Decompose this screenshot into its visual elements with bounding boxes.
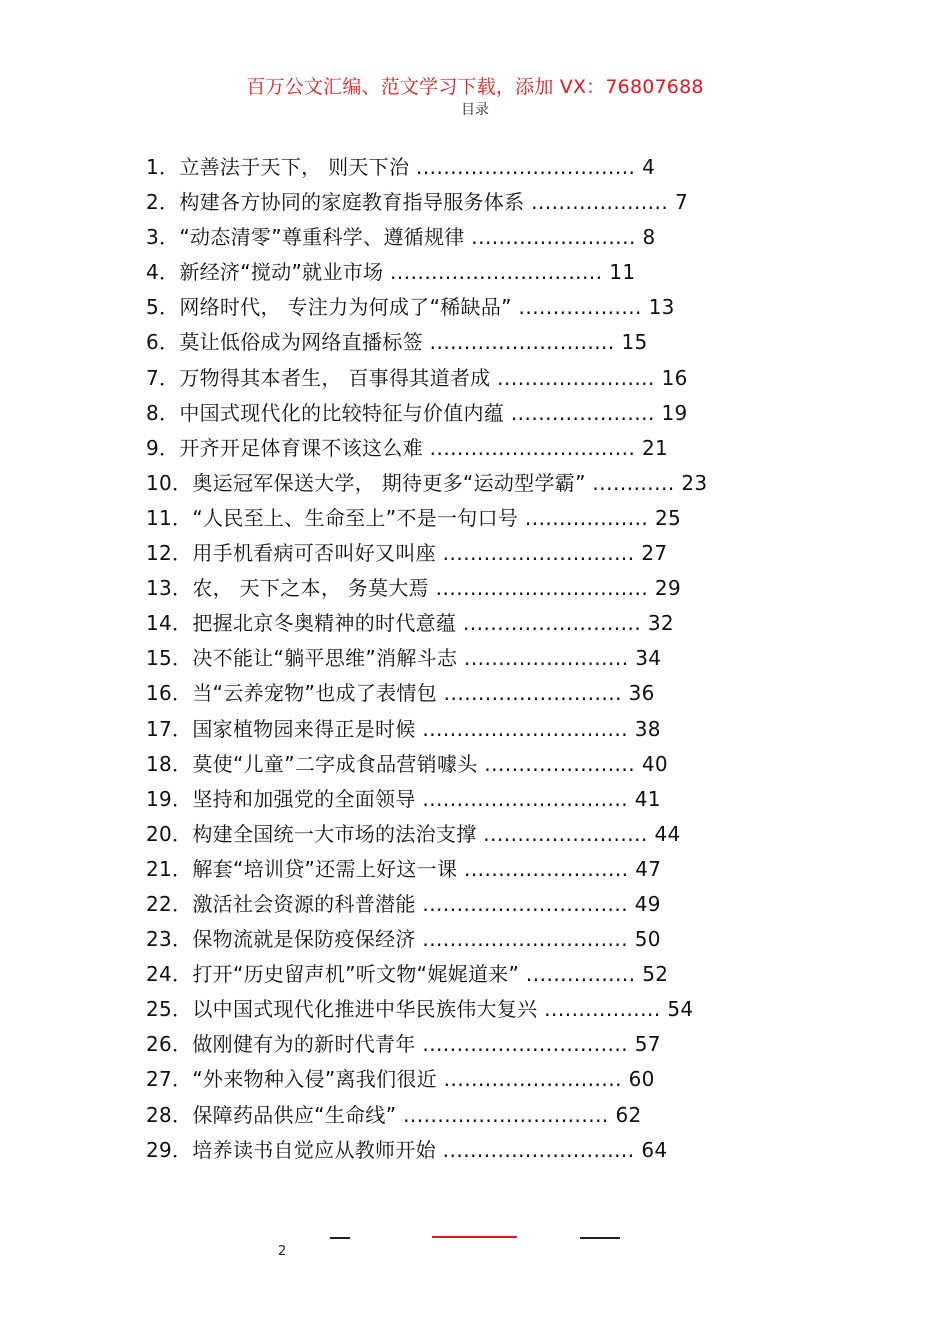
toc-entry-title: 激活社会资源的科普潜能 bbox=[192, 891, 416, 916]
toc-entry-dots: ....................... bbox=[497, 365, 655, 390]
toc-entry-page: 23 bbox=[681, 470, 708, 495]
toc-entry-dots: .............................. bbox=[422, 1032, 629, 1057]
toc-entry[interactable] bbox=[146, 290, 826, 325]
toc-entry-title: “人民至上、生命至上”不是一句口号 bbox=[192, 505, 519, 530]
toc-entry-number: 26． bbox=[146, 1032, 193, 1057]
toc-entry-page: 54 bbox=[667, 997, 694, 1022]
toc-entry-number: 5． bbox=[146, 295, 180, 320]
toc-entry-dots: ................. bbox=[544, 997, 661, 1022]
toc-entry-title: 中国式现代化的比较特征与价值内蕴 bbox=[179, 400, 505, 425]
toc-entry-dots: .......................... bbox=[443, 681, 622, 706]
toc-entry-number: 4． bbox=[146, 260, 180, 285]
toc-entry-dots: ........................ bbox=[483, 821, 648, 846]
page-number: 2 bbox=[278, 1244, 287, 1259]
toc-entry-page: 38 bbox=[634, 716, 661, 741]
toc-entry[interactable] bbox=[146, 817, 826, 852]
toc-entry-page: 50 bbox=[634, 927, 661, 952]
toc-entry-title: 坚持和加强党的全面领导 bbox=[192, 786, 416, 811]
toc-title: 目录 bbox=[461, 102, 489, 118]
toc-entry-number: 21． bbox=[146, 856, 193, 881]
toc-entry[interactable] bbox=[146, 1027, 826, 1062]
toc-entry-dots: ................................ bbox=[415, 155, 636, 179]
toc-entry-page: 40 bbox=[641, 751, 668, 776]
toc-entry-dots: ........................ bbox=[471, 225, 636, 250]
toc-entry-number: 29． bbox=[146, 1137, 193, 1162]
toc-entry[interactable] bbox=[146, 536, 826, 571]
toc-entry[interactable] bbox=[146, 747, 826, 782]
toc-entry-title: 打开“历史留声机”听文物“娓娓道来” bbox=[192, 962, 520, 987]
toc-entry-page: 34 bbox=[635, 646, 662, 671]
toc-entry-dots: .............................. bbox=[422, 786, 629, 811]
toc-entry-page: 47 bbox=[635, 856, 662, 881]
toc-entry-dots: ............................ bbox=[442, 1137, 635, 1162]
toc-entry[interactable] bbox=[146, 220, 826, 255]
toc-entry[interactable] bbox=[146, 887, 826, 922]
toc-entry-title: 用手机看病可否叫好又叫座 bbox=[192, 541, 436, 566]
toc-entry-page: 8 bbox=[642, 225, 656, 250]
footer-rule-center bbox=[432, 1236, 517, 1238]
toc-entry-number: 1． bbox=[146, 155, 180, 179]
toc-entry-number: 14． bbox=[146, 611, 193, 636]
toc-entry-page: 21 bbox=[642, 435, 669, 460]
toc-entry-title: 国家植物园来得正是时候 bbox=[192, 716, 416, 741]
toc-entry[interactable] bbox=[146, 922, 826, 957]
toc-entry-page: 62 bbox=[615, 1102, 642, 1127]
toc-entry-number: 6． bbox=[146, 330, 180, 355]
toc-entry-title: 把握北京冬奥精神的时代意蕴 bbox=[192, 611, 457, 636]
toc-entry-title: 新经济“搅动”就业市场 bbox=[179, 260, 384, 285]
toc-entry[interactable] bbox=[146, 852, 826, 887]
toc-entry-dots: ........................ bbox=[463, 646, 629, 671]
toc-entry-dots: .............................. bbox=[422, 891, 629, 916]
toc-entry-number: 20． bbox=[146, 821, 193, 846]
toc-entry-number: 15． bbox=[146, 646, 193, 671]
toc-entry-title: “外来物种入侵”离我们很近 bbox=[192, 1067, 437, 1092]
toc-entry-number: 12． bbox=[146, 541, 193, 566]
toc-entry-dots: .............................. bbox=[403, 1102, 609, 1127]
toc-entry[interactable] bbox=[146, 466, 826, 501]
toc-entry-number: 22． bbox=[146, 891, 193, 916]
toc-entry-title: 保障药品供应“生命线” bbox=[192, 1102, 397, 1127]
toc-entry[interactable] bbox=[146, 255, 826, 290]
toc-entry-page: 60 bbox=[628, 1067, 655, 1092]
toc-entry-dots: .............................. bbox=[422, 927, 629, 952]
toc-entry-number: 8． bbox=[146, 400, 180, 425]
toc-entry-title: 保物流就是保防疫保经济 bbox=[192, 927, 416, 952]
toc-entry-number: 7． bbox=[146, 365, 180, 390]
toc-entry[interactable] bbox=[146, 571, 826, 606]
toc-entry-title: 培养读书自觉应从教师开始 bbox=[192, 1137, 436, 1162]
toc-entry-title: 开齐开足体育课不该这么难 bbox=[179, 435, 423, 460]
toc-entry-title: 构建全国统一大市场的法治支撑 bbox=[192, 821, 477, 846]
toc-entry-page: 64 bbox=[641, 1137, 668, 1162]
toc-entry-page: 15 bbox=[621, 330, 648, 355]
toc-entry-title: 决不能让“躺平思维”消解斗志 bbox=[192, 646, 458, 671]
toc-entry-dots: .................. bbox=[524, 505, 649, 530]
toc-entry-dots: .............................. bbox=[422, 716, 629, 741]
toc-entry-dots: ..................... bbox=[510, 400, 655, 425]
toc-entry-page: 52 bbox=[642, 962, 669, 987]
toc-entry-number: 25． bbox=[146, 997, 193, 1022]
toc-entry[interactable] bbox=[146, 1062, 826, 1097]
toc-entry-dots: ............................... bbox=[390, 260, 603, 285]
toc-entry-page: 27 bbox=[641, 541, 668, 566]
toc-entry-page: 49 bbox=[634, 891, 661, 916]
toc-entry-number: 3． bbox=[146, 225, 180, 250]
toc-entry[interactable] bbox=[146, 957, 826, 992]
toc-entry-page: 41 bbox=[634, 786, 661, 811]
toc-entry-number: 23． bbox=[146, 927, 193, 952]
toc-entry-number: 9． bbox=[146, 435, 180, 460]
toc-entry-title: 奥运冠军保送大学， 期待更多“运动型学霸” bbox=[192, 470, 586, 495]
toc-entry-number: 10． bbox=[146, 470, 193, 495]
toc-entry-dots: ........................... bbox=[429, 330, 615, 355]
toc-entry-dots: ............................... bbox=[435, 576, 649, 601]
toc-entry[interactable] bbox=[146, 641, 826, 676]
toc-entry[interactable] bbox=[146, 501, 826, 536]
toc-entry[interactable] bbox=[146, 676, 826, 711]
toc-entry-title: 立善法于天下， 则天下治 bbox=[179, 155, 410, 179]
toc-entry-dots: ...................... bbox=[484, 751, 636, 776]
toc-entry-number: 16． bbox=[146, 681, 193, 706]
toc-entry-title: 农， 天下之本， 务莫大焉 bbox=[192, 576, 429, 601]
toc-entry-number: 19． bbox=[146, 786, 193, 811]
toc-entry-title: 万物得其本者生， 百事得其道者成 bbox=[179, 365, 491, 390]
toc-entry[interactable] bbox=[146, 1133, 826, 1168]
toc-entry-dots: .............................. bbox=[429, 435, 636, 460]
toc-entry-page: 32 bbox=[647, 611, 674, 636]
toc-entry-number: 27． bbox=[146, 1067, 193, 1092]
toc-entry-dots: .......................... bbox=[443, 1067, 622, 1092]
toc-entry-page: 16 bbox=[661, 365, 688, 390]
toc-entry-dots: ................ bbox=[525, 962, 636, 987]
toc-entry[interactable] bbox=[146, 150, 826, 185]
toc-entry-number: 13． bbox=[146, 576, 193, 601]
toc-entry-page: 57 bbox=[634, 1032, 661, 1057]
toc-entry-title: 莫让低俗成为网络直播标签 bbox=[179, 330, 423, 355]
toc-entry[interactable] bbox=[146, 606, 826, 641]
toc-entry-dots: ........................ bbox=[463, 856, 629, 881]
toc-entry-number: 2． bbox=[146, 190, 180, 215]
toc-entry-dots: .................... bbox=[531, 190, 669, 215]
toc-entry-page: 44 bbox=[654, 821, 681, 846]
toc-entry-number: 17． bbox=[146, 716, 193, 741]
toc-entry-title: 莫使“儿童”二字成食品营销噱头 bbox=[192, 751, 478, 776]
toc-entry[interactable] bbox=[146, 782, 826, 817]
toc-entry-page: 4 bbox=[642, 155, 656, 179]
toc-entry-title: 构建各方协同的家庭教育指导服务体系 bbox=[179, 190, 525, 215]
toc-entry-page: 25 bbox=[654, 505, 682, 530]
toc-entry-title: “动态清零”尊重科学、遵循规律 bbox=[179, 225, 465, 250]
toc-entry-dots: .................. bbox=[518, 295, 642, 320]
download-banner: 百万公文汇编、范文学习下载，添加 VX：76807688 bbox=[246, 76, 704, 98]
toc-entry-title: 做刚健有为的新时代青年 bbox=[192, 1032, 416, 1057]
toc-entry-page: 7 bbox=[674, 190, 688, 215]
footer-rule-right bbox=[580, 1237, 620, 1239]
toc-entry-number: 11． bbox=[146, 505, 193, 530]
table-of-contents bbox=[146, 150, 826, 1168]
toc-entry[interactable] bbox=[146, 1098, 826, 1133]
toc-entry-dots: ............ bbox=[592, 470, 675, 495]
toc-entry-page: 13 bbox=[648, 295, 675, 320]
toc-entry[interactable] bbox=[146, 361, 826, 396]
toc-entry-title: 网络时代， 专注力为何成了“稀缺品” bbox=[179, 295, 512, 320]
toc-entry[interactable] bbox=[146, 431, 826, 466]
toc-entry-title: 以中国式现代化推进中华民族伟大复兴 bbox=[192, 997, 538, 1022]
toc-entry-title: 当“云养宠物”也成了表情包 bbox=[192, 681, 437, 706]
footer-rule-left bbox=[330, 1237, 350, 1239]
toc-entry-page: 11 bbox=[609, 260, 636, 285]
toc-entry[interactable] bbox=[146, 396, 826, 431]
toc-entry-page: 19 bbox=[661, 400, 688, 425]
toc-entry-page: 29 bbox=[654, 576, 681, 601]
toc-entry[interactable] bbox=[146, 992, 826, 1027]
toc-entry-number: 18． bbox=[146, 751, 193, 776]
toc-entry-title: 解套“培训贷”还需上好这一课 bbox=[192, 856, 458, 881]
toc-entry[interactable] bbox=[146, 185, 826, 220]
toc-entry-number: 28． bbox=[146, 1102, 193, 1127]
toc-entry-page: 36 bbox=[628, 681, 655, 706]
toc-entry[interactable] bbox=[146, 325, 826, 360]
toc-entry-dots: ............................ bbox=[442, 541, 635, 566]
toc-entry-dots: .......................... bbox=[462, 611, 642, 636]
toc-entry[interactable] bbox=[146, 712, 826, 747]
toc-entry-number: 24． bbox=[146, 962, 193, 987]
